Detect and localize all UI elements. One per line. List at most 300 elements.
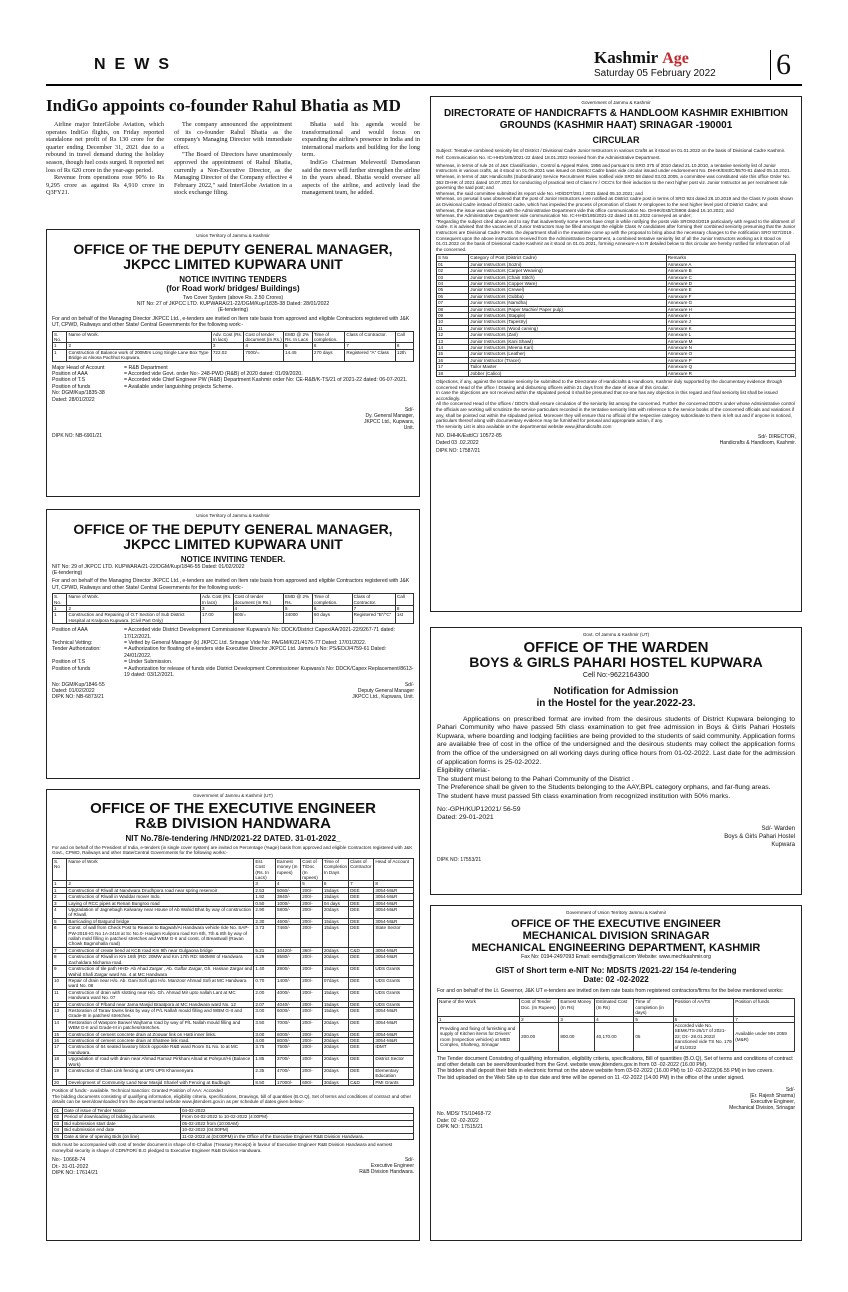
table-cell: PMI Grants: [374, 1079, 414, 1085]
table-cell: Restoration of Waspore Barwel Wajhama road by way of P/L Nallah mould filling and WBM G-II and Grade-III in patches/stretches.: [67, 1019, 254, 1031]
table-cell: 06: [437, 293, 469, 299]
ad-after: [436, 379, 796, 429]
table-cell: 11: [437, 325, 469, 331]
table-cell: 7: [349, 881, 374, 887]
table-cell: 3: [211, 343, 243, 349]
table-cell: 08: [437, 306, 469, 312]
table-cell: 01: [53, 1108, 63, 1114]
table-cell: 14: [53, 1019, 67, 1031]
story-column-3: [302, 121, 420, 197]
ad-nit-number: NIT No: 27 of JKPCC LTD. KUPWARA/21-22/DGM/Kup/1835-38 Dated: 28/01/2022: [136, 301, 330, 307]
seniority-table-body: [437, 261, 796, 376]
ad-title-2: R&B DIVISION HANDWARA: [135, 814, 331, 832]
table-cell: 3054-M&R: [374, 1007, 414, 1019]
tender-table: [52, 331, 414, 362]
signature-line: JKPCC Ltd., Kupwara, Unit.: [352, 693, 414, 700]
table-cell: Annexure R: [666, 370, 795, 376]
tender-table-body: [53, 887, 414, 1085]
table-cell: 4: [244, 343, 284, 349]
table-cell: 1.92: [254, 894, 276, 900]
tender-notice-jkpcc-27: [46, 229, 420, 497]
ad-signature: [437, 825, 795, 849]
table-cell: DEE: [349, 925, 374, 948]
ad-dated: Dated: 29-01-2021: [437, 814, 494, 822]
table-cell: C&D: [349, 1079, 374, 1085]
table-cell: 1: [53, 349, 67, 361]
table-cell: 5: [284, 606, 313, 612]
table-cell: Junior Instructors (Stapple): [469, 312, 666, 318]
tender-table: [437, 998, 795, 1051]
table-cell: 3054-M&R: [374, 894, 414, 900]
signature-line: Kupwara: [771, 841, 795, 848]
tender-notice-rnb-handwara: [46, 789, 420, 1241]
table-header: Cost of tender document (In Rs.): [245, 331, 282, 343]
table-cell: 5: [53, 918, 67, 924]
table-cell: 2.53: [254, 887, 276, 893]
detail-key: Technical Vetting:: [52, 640, 93, 647]
table-cell: 7460/-: [275, 925, 300, 948]
table-row: [53, 1019, 414, 1031]
table-header: EMD @ 2% Rs.: [284, 594, 313, 606]
ad-etender: (E-tendering): [217, 307, 249, 314]
table-cell: 1st: [395, 612, 413, 624]
table-header: Name of Work.: [67, 331, 211, 343]
table-cell: 11: [53, 989, 67, 1001]
detail-value: = Authorization for floating of e-tenders vide Executive Director JKPCC Ltd. Jammu's No: PS/ED/J/4759-61 Dated: 24/01/2022.: [124, 646, 387, 659]
signature-line: Sd/-: [404, 1157, 414, 1164]
table-cell: 600/-: [301, 1079, 323, 1085]
table-header: EMD @ 2% Rs. In Lacs: [284, 331, 313, 343]
table-cell: 3.00: [254, 1031, 276, 1037]
detail-value: = Under Submission.: [124, 659, 173, 666]
ad-government: Govt. Of Jammu & Kashmir (UT): [582, 632, 650, 637]
detail-line: [52, 646, 414, 659]
body-paragraph: Whereas, on perusal it was observed that the post of Junior Instructors were notified as District cadre post in terms of SRO 924 dated 26.10.2019 and the Class IV posts shown as Divisional Cadre instead of District cadre, which has impeded the process of promotion of Class IV employees to the next higher level post of District Cadre; and: [436, 196, 793, 207]
table-cell: 200/-: [301, 977, 323, 989]
table-cell: 15days: [322, 989, 348, 1001]
ad-title-2: MECHANICAL DIVISION SRINAGAR: [522, 929, 710, 942]
detail-key: Position of T.S: [52, 659, 86, 666]
table-cell: 200.00: [520, 1023, 559, 1052]
table-cell: Upgradation of road with drain near Ahmad Ramaz Pirkhani Alnad at Pohrpur/Hi (Balance Work): [67, 1056, 254, 1068]
table-cell: Construction of Balance work of 200Mtrs Long Single Lane Box Type Bridge at Alsosa Pachhut Kupwara.: [67, 349, 211, 361]
table-cell: 10: [437, 319, 469, 325]
dipk-number: DIPK NO: 17587/21: [436, 448, 481, 455]
table-cell: 17: [53, 1044, 67, 1056]
table-cell: 34000: [284, 612, 313, 624]
detail-value: = Available under languishing projects Scheme.: [124, 383, 234, 390]
ad-notes: [437, 1056, 795, 1082]
table-cell: 200/-: [301, 887, 323, 893]
ad-signature: [720, 434, 796, 446]
ad-details: [52, 365, 414, 391]
table-cell: Upgradation of Jagnebagh Kalwaray near House of Ab Wahid Bhat by way of construction of R/wall.: [67, 907, 254, 919]
table-cell: Jobber (Calico): [469, 370, 666, 376]
table-header: Position of AA/TS: [673, 999, 734, 1016]
body-paragraph: Whereas, the said committee submitted its report vide No. HD/DDT/281 / 2021 dated 05.10.2021; and: [436, 190, 643, 196]
body-paragraph: The seniority List is also available on the departmental website www.jkhandicrafts.com: [436, 423, 612, 429]
table-cell: 1: [53, 612, 67, 624]
table-cell: 60 days: [312, 612, 352, 624]
table-cell: 17000/-: [275, 1079, 300, 1085]
table-cell: 3.00: [254, 1007, 276, 1019]
detail-value: = Accorded vide Chief Engineer PW (R&B) Department Kashmir order No: CE-R&B/K-TS/21 of 2021-22 dated: 06-07-2021.: [124, 377, 408, 384]
table-cell: 04 days: [322, 900, 348, 906]
table-cell: 15days: [322, 894, 348, 900]
dipk-number: DIPK NO: NB-6873/21: [52, 694, 104, 701]
table-cell: 19: [53, 1068, 67, 1080]
table-cell: Construction of P/band near Jama Masjid Braatpora at MC Handwara ward No. 12: [67, 1001, 254, 1007]
table-cell: Junior Instructors (Leather): [469, 351, 666, 357]
detail-value: = Accorded vide District Development Commissioner Kupwara's No: DDCK/District Capex/AA/2021-22/9267-71 dated: 17/12/2021.: [124, 627, 396, 640]
table-cell: 8: [395, 343, 413, 349]
table-row: [53, 925, 414, 948]
table-header: Cost of Tender Doc. (In Rupees): [520, 999, 559, 1016]
detail-key: Tender Authorization:: [52, 646, 101, 653]
table-cell: Junior Instructors (Carpet Weaving): [469, 268, 666, 274]
dipk-number: DIPK NO: 17553/21: [437, 856, 482, 863]
ad-notice-subheading: (for Road work/ bridges/ Buildings): [166, 283, 300, 293]
table-cell: 6: [673, 1016, 734, 1022]
table-cell: 04: [437, 280, 469, 286]
table-cell: Junior Instructors (Tapestry): [469, 319, 666, 325]
table-cell: 200/-: [301, 894, 323, 900]
story-headline: IndiGo appoints co-founder Rahul Bhatia as MD: [46, 96, 401, 115]
table-cell: UDS Grants: [374, 977, 414, 989]
table-cell: 4.00: [254, 1037, 276, 1043]
logo-text: Kashmir: [594, 48, 659, 67]
table-cell: 200/-: [301, 1044, 323, 1056]
table-cell: 13: [437, 338, 469, 344]
table-row: [53, 1007, 414, 1019]
table-cell: Tailor Master: [469, 364, 666, 370]
table-cell: Annexure J: [666, 319, 795, 325]
table-cell: DEE: [349, 1044, 374, 1056]
table-header: Position of funds: [734, 999, 795, 1016]
table-cell: 722.02: [211, 349, 243, 361]
ad-reference-no: No:- 10668-74: [52, 1157, 86, 1164]
table-cell: 18: [437, 370, 469, 376]
table-cell: 6000/-: [275, 1031, 300, 1037]
table-cell: 5.21: [254, 947, 276, 953]
table-cell: 2.07: [254, 1001, 276, 1007]
body-paragraph: Whereas, in terms of rule 24 of J&K Classification , Control & Appeal Rules, 1956 and pursuant to SRO 375 of 2010 dated 21.10.2010, a tentative seniority list of Junior Instructors in various crafts, as it stood on 01.09.2021 was issued on District Cadre basis vide circular issued under endorsement No. DHHK/Estt/C/5570-81 dated 05.10.2021.: [436, 162, 791, 174]
table-cell: Junior Instructors (Wood carving): [469, 325, 666, 331]
table-row: [53, 1056, 414, 1068]
table-cell: Bid submission start date: [63, 1120, 181, 1126]
table-cell: 5060/-: [275, 887, 300, 893]
table-cell: 20days: [322, 1068, 348, 1080]
table-header: Call: [395, 331, 413, 343]
table-cell: 20days: [322, 1044, 348, 1056]
table-row: [438, 1023, 795, 1052]
table-header: Time of Completion In Days: [322, 858, 348, 881]
table-cell: 4.29: [254, 954, 276, 966]
table-header: S. No.: [53, 594, 67, 606]
table-header: Adv. Cost (Rs. In lacs): [212, 331, 243, 343]
detail-value: = Authorization for release of funds vide District Development Commissioner Kupwara's No: DDCK/Capex Replacement/8613-19 dated: 03/12/2021.: [124, 665, 414, 679]
ad-signature: [437, 1087, 795, 1111]
table-cell: 01: [437, 261, 469, 267]
table-cell: Annexure B: [666, 268, 795, 274]
signature-line: Sd/-: [404, 681, 414, 688]
signature-line: Sd/- DIRECTOR,: [758, 434, 796, 441]
table-cell: 1000/-: [275, 900, 300, 906]
table-cell: Annexure Q: [666, 364, 795, 370]
eligibility-point: The student have must passed 5th class examination from recognized institution with 50% marks.: [437, 792, 731, 800]
table-cell: 200/-: [301, 1007, 323, 1019]
detail-key: Position of AAA: [52, 627, 88, 634]
table-cell: Restoration of Taraw towns links by way of P/L Nallah mould filling and WBM G-II and Grade-III in patches/ stretches.: [67, 1007, 254, 1019]
table-cell: 05: [437, 287, 469, 293]
detail-value: = Accorded vide Govt. order No:- 248-PWD (R&B) of 2020 dated: 01/09/2020.: [124, 371, 303, 378]
table-cell: DEE: [349, 989, 374, 1001]
table-cell: 6: [312, 606, 352, 612]
table-cell: IDMT: [374, 1044, 414, 1056]
table-row: [53, 966, 414, 978]
ad-title: OFFICE OF THE DEPUTY GENERAL MANAGER, JKPCC LIMITED KUPWARA UNIT: [73, 520, 393, 552]
tender-notice-mechanical: [430, 905, 802, 1241]
table-cell: 9: [53, 966, 67, 978]
story-paragraph: The company announced the appointment of its co-founder Rahul Bhatia as the company's Managing Director with immediate effect.: [174, 121, 292, 151]
table-header: Earnest money (In rupees): [275, 858, 300, 881]
table-cell: Construction of R/wall in Km 16th (RD: 20MW and Km 17th RD: 550MW of Handwara Zachaldara Nichama road.: [67, 954, 254, 966]
ad-footer: [52, 1157, 414, 1176]
signature-line: R&B Division Handwara.: [359, 1169, 414, 1176]
table-cell: DEE: [349, 907, 374, 919]
table-cell: 1: [53, 887, 67, 893]
table-cell: 3054-M&R: [374, 1019, 414, 1031]
table-cell: 13: [53, 1007, 67, 1019]
table-cell: 3054-M&R: [374, 1031, 414, 1037]
table-cell: DEE: [349, 1019, 374, 1031]
table-cell: 8: [53, 954, 67, 966]
table-header: Est. Cost (Rs. In Lacs): [254, 858, 276, 881]
dipk-number: DIPK NO: NB-6901/21: [52, 433, 103, 440]
table-cell: Annexure A: [666, 261, 795, 267]
table-cell: Construction of R/wall at Nandwara Drudhpora road near spring reservoir: [67, 887, 254, 893]
table-cell: UDS Grants: [374, 966, 414, 978]
table-cell: 15days: [322, 887, 348, 893]
signature-line: Sd/-: [785, 1087, 795, 1094]
table-cell: Annexure L: [666, 332, 795, 338]
table-cell: Construction of 64 seated lavatory block opposite R&B ward Room SL No. to at MC Handwara.: [67, 1044, 254, 1056]
table-header: Time of completion (in days): [634, 999, 673, 1016]
table-cell: Construction of tile path HHD- Ab Ahad Zargar , Ab. Gaffar Zargar, Gh. Hassan Zargar and Wahid Shafi Zargar ward No. 4 at MC Handwara: [68, 966, 253, 977]
table-cell: DEE: [349, 894, 374, 900]
signature-line: Deputy General Manager: [357, 687, 414, 694]
table-cell: 1.40: [254, 966, 276, 978]
detail-key: Position of AAA: [52, 371, 88, 378]
ad-circular-heading: CIRCULAR: [592, 134, 640, 145]
table-cell: 1: [53, 881, 67, 887]
table-cell: 16: [53, 1037, 67, 1043]
ad-notification-heading: Notification for Admission: [553, 685, 679, 697]
table-cell: Annexure D: [666, 280, 795, 286]
table-cell: Construction of drain with slotting near H/o. Gh. Ahmad Mir upto nallah Lant at MC Handwara ward No. 07: [67, 989, 254, 1001]
table-cell: 20days: [322, 947, 348, 953]
table-header-row: [53, 331, 414, 343]
table-cell: Bid submission end date: [63, 1127, 181, 1133]
ad-body: [436, 163, 796, 253]
table-cell: Junior Instructors (Zari): [469, 332, 666, 338]
table-cell: 200/-: [301, 1068, 323, 1080]
ad-note: The bidding documents consisting of qualifying information, eligibility criteria, specifications, Drawings, bill of quantities (B.O.Q), Set of terms and conditions of contract and other details can be seen/downloaded from the departmental website www.jktenders.gov.in as per schedule of dates given below:-: [52, 1093, 411, 1105]
table-cell: 8.50: [254, 1079, 276, 1085]
dipk-number: DIPK NO: 17614/21: [52, 1170, 98, 1177]
table-cell: 4700/-: [275, 1068, 300, 1080]
detail-line: [52, 627, 414, 640]
table-header: Cost of tender document (In Rs.): [233, 594, 284, 606]
table-cell: 4000/-: [275, 989, 300, 1001]
table-cell: Junior Instructors (Kani Shawl): [469, 338, 666, 344]
table-cell: Repair of drain near H/o. Ab. Gani Sofi upto H/o. Manzoor Ahmad Sofi at MC Handwara ward No. 08: [67, 977, 254, 989]
table-cell: DEE: [349, 1007, 374, 1019]
ad-title-2: BOYS & GIRLS PAHARI HOSTEL KUPWARA: [469, 653, 763, 670]
table-cell: Annexure C: [666, 274, 795, 280]
table-cell: 3054-M&R: [374, 907, 414, 919]
table-cell: 03: [53, 1120, 63, 1126]
table-row: [53, 612, 414, 624]
note-paragraph: The Tender document Consisting of qualifying information, eligibility criteria, specifications, Bill of quantities (B.O.Q), Set of terms and conditions of contract and other details can be seen/downloaded from the Govt. website www.jktenders.gov.in from 03 -02-2022 (16.00 PM).: [437, 1055, 793, 1069]
table-cell: 10: [53, 977, 67, 989]
table-cell: Junior Instructors (Meena Kari): [469, 344, 666, 350]
table-cell: Construction of R/wall in Waddar mover Indo.: [67, 894, 254, 900]
table-cell: Registered "B"/"C": [352, 612, 395, 624]
ad-government: Union Territory of Jammu & Kashmir: [196, 233, 270, 238]
hostel-admission-notice: [430, 627, 802, 895]
table-cell: 6: [322, 881, 348, 887]
ad-gist-heading: GIST of Short term e-NIT No: MDS/TS /2021-22/ 154 /e-tendering: [495, 966, 737, 975]
table-cell: 3054-M&R: [374, 887, 414, 893]
table-cell: UDS Grants: [374, 989, 414, 1001]
table-header: S. No: [53, 858, 67, 881]
tender-table: [52, 858, 414, 1086]
ad-funds: Position of funds:- available. Technical Sanction: Granted Position of AAA: Accorded: [52, 1088, 223, 1094]
table-row: [53, 977, 414, 989]
table-row: [437, 370, 796, 376]
ad-title: OFFICE OF THE EXECUTIVE ENGINEER: [90, 799, 376, 817]
table-cell: 3054-M&R: [374, 1037, 414, 1043]
signature-line: Boys & Girls Pahari Hostel: [724, 833, 795, 840]
table-cell: 5: [284, 343, 313, 349]
table-cell: 3054-M&R: [374, 954, 414, 966]
table-header: Name of Work.: [67, 594, 201, 606]
table-cell: 20days: [322, 1056, 348, 1068]
table-header-row: [438, 999, 795, 1016]
table-cell: Available under MH 2059 (M&R): [734, 1023, 795, 1052]
dipk-number: DIPK NO: 17515/21: [437, 1124, 483, 1131]
table-cell: 05: [634, 1023, 673, 1052]
note-paragraph: The bidders shall deposit their bids in electronic format on the above website from 03-02-2022 (16.00 PM) to 10 -02-2022(06.55 PM) in two covers.: [437, 1068, 774, 1075]
table-cell: 3.73: [254, 925, 276, 948]
table-cell: Registered "A" Class: [345, 349, 396, 361]
ad-intro: For and on behalf of the Lt. Governor, J&K UT e-tenders are invited on item rate basis from registered contractors/firms for the below mentioned works:: [437, 988, 784, 994]
table-cell: State Sector: [374, 925, 414, 948]
table-cell: DEE: [349, 900, 374, 906]
ad-title-3: MECHANICAL ENGINEERING DEPARTMENT, KASHMIR: [471, 941, 761, 954]
body-paragraph: Whereas, the Administrative Department vide communication No. IC-HHD/185/2021-22 dated 18.01.2022 conveyed as under;: [436, 213, 692, 219]
ad-gist-date: Date: 02 -02-2022: [583, 975, 649, 984]
ad-foot-note: Bids must be accompanied with cost of tender document in shape of E-Challan (Treasury Receipt) in favour of Executive Engineer R&B Division Handwara and earnest money/bid security in shape of CDR/FDR/ B.G pledged to Executive Engineer R&B Division Handwara.: [52, 1142, 393, 1153]
story-paragraph: "The Board of Directors have unanimously approved the appointment of Rahul Bhatia, currently a Non-Executive Director, as the Managing Director of the Company effective 4 February 2022," said InterGlobe Aviation in a stock exchange filing.: [174, 151, 292, 197]
table-cell: 6: [312, 343, 344, 349]
table-row: [53, 989, 414, 1001]
table-header: Earnest Money (In Rs): [559, 999, 595, 1016]
table-cell: Annexure P: [666, 357, 795, 363]
table-cell: 05-02-2022 from (10:00AM): [180, 1120, 413, 1126]
table-cell: 8: [374, 881, 414, 887]
table-header: Head of Account: [374, 858, 414, 881]
table-cell: 40,170.00: [595, 1023, 634, 1052]
table-cell: 2.35: [254, 1068, 276, 1080]
table-cell: C&D: [349, 947, 374, 953]
detail-key: Position of T.S: [52, 377, 86, 384]
table-cell: DEE: [349, 1068, 374, 1080]
table-cell: Annexure K: [666, 325, 795, 331]
ad-intro: For and on behalf of the Managing Director JKPCC Ltd., e-tenders are invited on Item rate basis from approved and eligible Contractors registered with J&K UT, CPWD, Railways and other State/ Central Governments for the following work:-: [52, 578, 410, 591]
table-cell: 7: [53, 947, 67, 953]
table-cell: 200/-: [301, 1019, 323, 1031]
ad-title: DIRECTORATE OF HANDICRAFTS & HANDLOOM KASHMIR EXHIBITION GROUNDS (KASHMIR HAAT) SRINAGAR -190001: [443, 107, 789, 131]
table-cell: 11-02-2022 at (04:00PM) in the Office of the Executive Engineer R&B Division Handwara.: [180, 1133, 413, 1139]
table-cell: 1: [53, 343, 67, 349]
table-cell: Construction and Repairing of O.T Section of Sub District Hospital at Kralpora Kupwara. (Civil Part Only): [67, 612, 201, 624]
table-cell: Annexure E: [666, 287, 795, 293]
ad-notice-heading: NOTICE INVITING TENDERS: [179, 274, 287, 284]
table-cell: 3: [559, 1016, 595, 1022]
signature-line: Handicrafts & Handloom, Kashmir.: [719, 440, 796, 447]
ad-notice-heading: NOTICE INVITING TENDER.: [180, 554, 286, 564]
ad-government: Government of Jammu & Kashmir (UT): [193, 793, 273, 798]
table-cell: 15days: [322, 918, 348, 924]
table-header-row: [53, 858, 414, 881]
table-cell: 7500/-: [275, 1044, 300, 1056]
masthead-rule: [46, 84, 802, 86]
table-cell: 7: [352, 606, 395, 612]
detail-value: = R&B Department: [124, 364, 168, 371]
table-cell: Junior Instructors (Crewel): [469, 287, 666, 293]
detail-key: Position of funds: [52, 665, 91, 672]
table-cell: 8000/-: [275, 1037, 300, 1043]
table-cell: 8580/-: [275, 954, 300, 966]
eligibility-point: The student must belong to the Pahari Community of the District .: [437, 775, 634, 783]
table-header: Class of Contractor: [349, 858, 374, 881]
table-row: [53, 907, 414, 919]
table-cell: 3054-M&R: [374, 900, 414, 906]
table-header: Estimated Cost (In Rs): [595, 999, 634, 1016]
table-cell: Junior Instructors (Namdha): [469, 300, 666, 306]
ad-dated: Dated: 28/01/2022: [52, 396, 95, 403]
table-cell: 270 days: [312, 349, 344, 361]
table-cell: 15: [437, 351, 469, 357]
table-header: Name of Work: [67, 858, 254, 881]
table-cell: 04: [53, 1127, 63, 1133]
table-header: S. No.: [53, 331, 67, 343]
table-cell: Construction of Chain Link fencing at UPS UPS Khanvenyara: [67, 1068, 254, 1080]
table-cell: 5: [634, 1016, 673, 1022]
schedule-table-body: [53, 1108, 414, 1140]
table-cell: 1: [53, 606, 67, 612]
signature-line: Mechanical Division, Srinagar: [729, 1105, 795, 1112]
detail-line: [52, 666, 414, 679]
table-cell: 1: [438, 1016, 520, 1022]
table-cell: 800/=: [233, 612, 284, 624]
table-cell: 2.30: [254, 918, 276, 924]
table-row: [53, 954, 414, 966]
ad-signature: [359, 1157, 414, 1176]
table-cell: 3: [53, 900, 67, 906]
